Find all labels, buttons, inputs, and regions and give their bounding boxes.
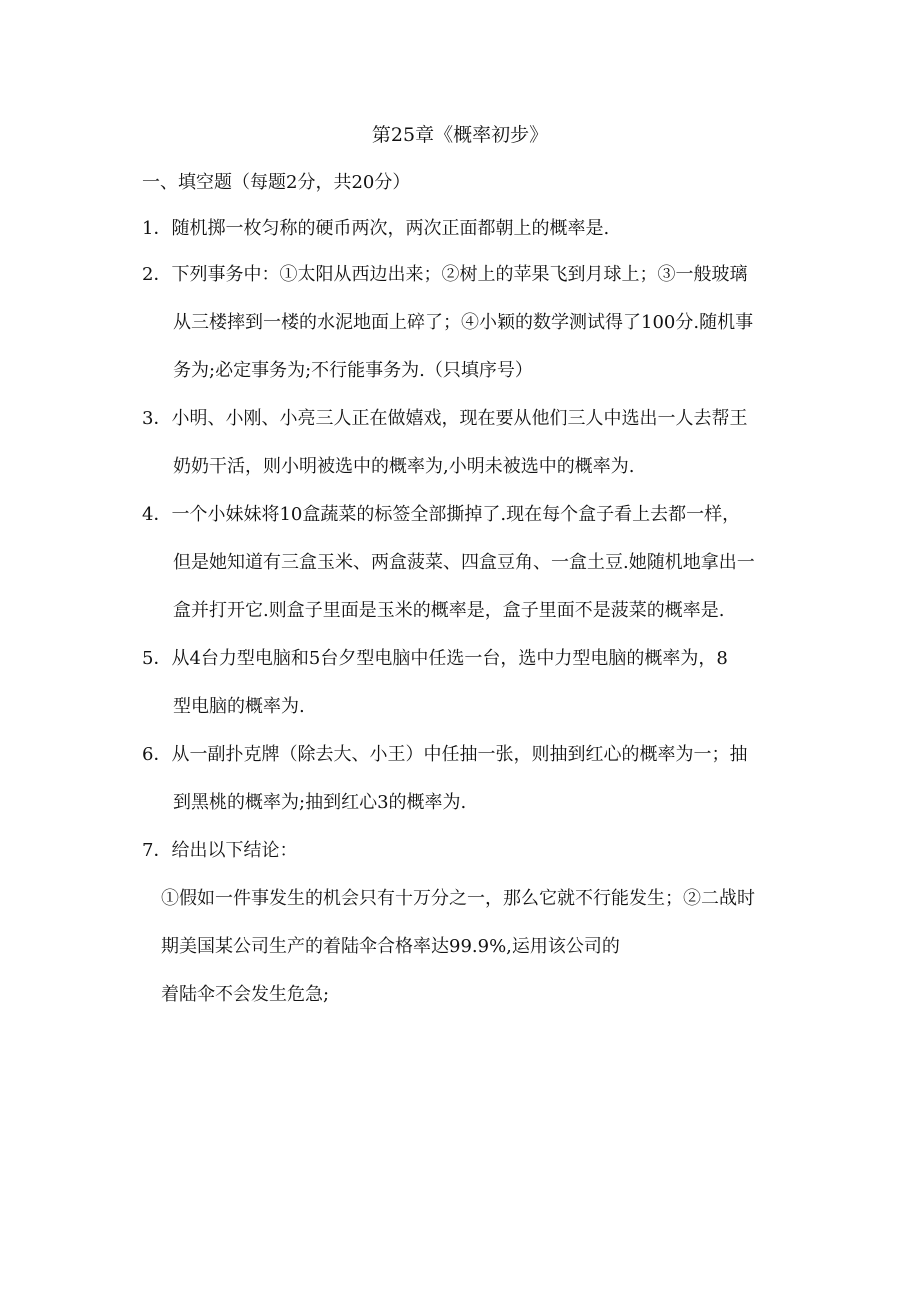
question-6-line-2: 到黑桃的概率为;抽到红心3的概率为.: [173, 792, 467, 813]
question-text: ．从4台力型电脑和5台夕型电脑中任选一台，选中力型电脑的概率为，8: [153, 648, 728, 669]
question-3-line-2: 奶奶干活，则小明被选中的概率为,小明未被选中的概率为.: [173, 456, 635, 477]
question-text: ．小明、小刚、小亮三人正在做嬉戏，现在要从他们三人中选出一人去帮王: [153, 408, 748, 429]
question-5-line-1: [142, 647, 728, 671]
question-4-line-1: [142, 503, 740, 527]
question-2-line-1: [142, 263, 747, 287]
question-5-line-2: 型电脑的概率为.: [173, 696, 305, 717]
question-number: 7: [142, 840, 154, 861]
question-4-line-3: 盒并打开它.则盒子里面是玉米的概率是，盒子里面不是菠菜的概率是.: [173, 600, 725, 621]
question-7-line-2: ①假如一件事发生的机会只有十万分之一，那么它就不行能发生；②二战时: [161, 888, 755, 909]
question-text: ．随机掷一枚匀称的硬币两次，两次正面都朝上的概率是.: [153, 218, 610, 239]
question-number: 4: [142, 504, 154, 525]
question-number: 6: [142, 744, 154, 765]
question-2-line-2: 从三楼摔到一楼的水泥地面上碎了；④小颖的数学测试得了100分.随机事: [173, 312, 754, 333]
question-text: ．下列事务中：①太阳从西边出来；②树上的苹果飞到月球上；③一般玻璃: [153, 264, 748, 285]
question-7-line-1: [142, 839, 297, 863]
question-text: ．从一副扑克牌（除去大、小王）中任抽一张，则抽到红心的概率为一；抽: [153, 744, 748, 765]
question-number: 2: [142, 264, 154, 285]
question-2-line-3: 务为;必定事务为;不行能事务为.（只填序号）: [173, 360, 533, 381]
question-7-line-4: 着陆伞不会发生危急;: [161, 984, 330, 1005]
section-heading: 一、填空题（每题2分，共20分）: [142, 172, 411, 193]
page-title: 第25章《概率初步》: [371, 124, 549, 146]
question-6-line-1: [142, 743, 747, 767]
question-number: 3: [142, 408, 154, 429]
question-text: ．给出以下结论：: [153, 840, 298, 861]
question-1-line-1: [142, 217, 609, 241]
question-4-line-2: 但是她知道有三盒玉米、两盒菠菜、四盒豆角、一盒土豆.她随机地拿出一: [173, 552, 755, 573]
question-3-line-1: [142, 407, 747, 431]
question-number: 1: [142, 218, 154, 239]
question-number: 5: [142, 648, 154, 669]
question-text: ．一个小妹妹将10盒蔬菜的标签全部撕掉了.现在每个盒子看上去都一样，: [153, 504, 741, 525]
question-7-line-3: 期美国某公司生产的着陆伞合格率达99.9%,运用该公司的: [161, 936, 620, 957]
